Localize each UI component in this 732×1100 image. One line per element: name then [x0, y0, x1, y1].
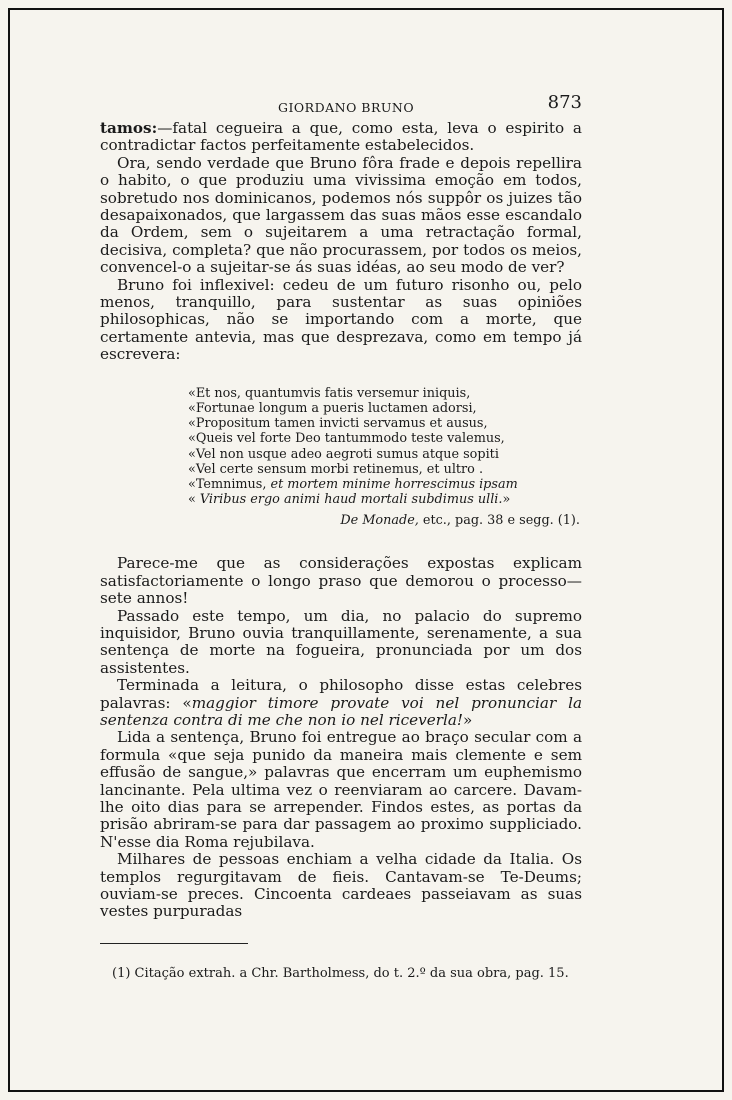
- paragraph-2: Ora, sendo verdade que Bruno fôra frade e depois repellira o habito, o que produziu uma vivissima emoção em todos, sobretudo nos dominicanos, podemos nós suppôr os juizes tão desapaixonados, que largassem das suas mãos esse escandalo da Ordem, sem o sujeitarem a uma retractação formal, decisiva, completa? que não procurassem, por todos os meios, convencel-o a sujeitar-se ás suas idéas, ao seu modo de ver?: [100, 153, 582, 277]
- verse-citation: De Monade, etc., pag. 38 e segg. (1).: [340, 513, 580, 529]
- verse-line: «Propositum tamen invicti servamus et ausus,: [188, 416, 488, 432]
- footnote: (1) Citação extrah. a Chr. Bartholmess, do t. 2.º da sua obra, pag. 15.: [112, 965, 569, 981]
- paragraph-6: Terminada a leitura, o philosopho disse estas celebres palavras: «maggior timore provate voi nel pronunciar la sentenza contra di me che non io nel riceverla!»: [100, 676, 583, 729]
- verse-line: «Vel non usque adeo aegroti sumus atque sopiti: [188, 446, 499, 462]
- italian-quote: maggior timore provate voi nel pronunciar la sentenza contra di me che non io nel riceverla!: [100, 693, 583, 729]
- verse-line: «Fortunae longum a pueris luctamen adorsi,: [188, 400, 477, 416]
- book-page: [100, 90, 582, 982]
- running-head: [100, 90, 582, 120]
- verse-line: «Vel certe sensum morbi retinemus, et ultro .: [188, 461, 484, 477]
- verse-line: « Viribus ergo animi haud mortali subdimus ulli.»: [188, 492, 511, 508]
- page-number: 873: [547, 92, 582, 113]
- paragraph-7: Lida a sentença, Bruno foi entregue ao braço secular com a formula «que seja punido da maneira mais clemente e sem effusão de sangue,» palavras que encerram um euphemismo lancinante. Pela ultima vez o reenviaram ao carcere. Davam-lhe oito dias para se arrepender. Findos estes, as portas da prisão abriram-se para dar passagem ao proximo suppliciado. N'esse dia Roma rejubilava.: [100, 728, 582, 851]
- verse-line: «Et nos, quantumvis fatis versemur iniquis,: [188, 385, 471, 401]
- footnote-rule: [100, 943, 248, 944]
- paragraph-3: Bruno foi inflexivel: cedeu de um futuro risonho ou, pelo menos, tranquillo, para sustentar as suas opiniões philosophicas, não se importando com a morte, que certamente antevia, mas que desprezava, como em tempo já escrevera:: [100, 275, 582, 364]
- paragraph-4: Parece-me que as considerações expostas explicam satisfactoriamente o longo praso que demorou o processo—sete annos!: [100, 554, 582, 608]
- body-text-top: [100, 120, 582, 364]
- latin-verse-quotation: [188, 386, 582, 508]
- paragraph-5: Passado este tempo, um dia, no palacio do supremo inquisidor, Bruno ouvia tranquillamente, serenamente, a sua sentença de morte na fogueira, pronunciada por um dos assistentes.: [100, 606, 582, 677]
- running-title: GIORDANO BRUNO: [278, 100, 415, 115]
- body-text-bottom: [100, 555, 582, 921]
- bold-lead: tamos:: [100, 119, 158, 137]
- verse-line: «Temnimus, et mortem minime horrescimus ipsam: [188, 476, 518, 492]
- paragraph-1: tamos:—fatal cegueira a que, como esta, leva o espirito a contradictar factos perfeitamente estabelecidos.: [100, 119, 582, 155]
- footnote-marker: (1): [112, 965, 131, 981]
- paragraph-8: Milhares de pessoas enchiam a velha cidade da Italia. Os templos regurgitavam de fieis. Cantavam-se Te-Deums; ouviam-se preces. Cincoenta cardeaes passeiavam as suas vestes purpuradas: [100, 850, 582, 921]
- verse-line: «Queis vel forte Deo tantummodo teste valemus,: [188, 431, 505, 447]
